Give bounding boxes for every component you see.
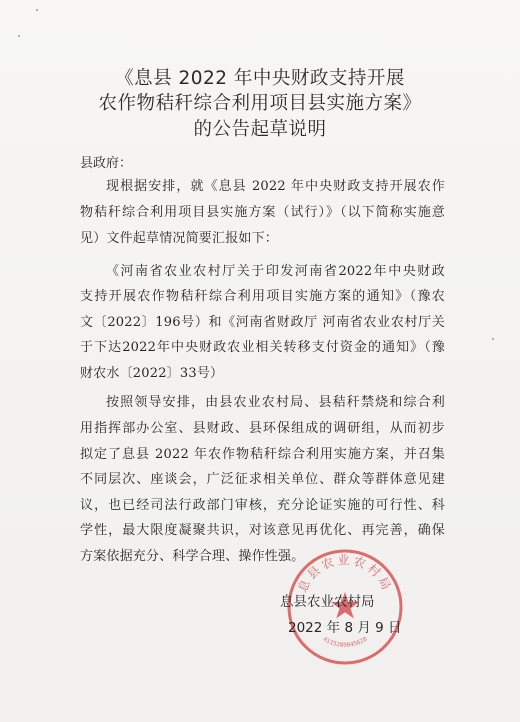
scan-speck	[18, 35, 20, 37]
svg-text:4115280045628	[322, 636, 369, 649]
body-line: 见）文件起草情况简要汇报如下：	[80, 231, 279, 246]
body-line: 按照领导安排，由县农业农村局、县秸秆禁烧和综合利	[106, 395, 445, 410]
body-line: 方案依据充分、科学合理、操作性强。	[80, 549, 305, 564]
body-line: 学性，最大限度凝聚共识，对该意见再优化、再完善，确保	[80, 523, 445, 538]
document-title-line-3: 的公告起草说明	[193, 119, 327, 140]
salutation: 县政府：	[80, 156, 133, 171]
document-title-line-2: 农作物秸秆综合利用项目县实施方案》	[98, 93, 422, 114]
body-line: 《河南省农业农村厅关于印发河南省2022年中央财政	[106, 264, 445, 279]
body-line: 不同层次、座谈会，广泛征求相关单位、群众等群体意见建	[80, 472, 445, 487]
seal-text: 息县农业农村局	[295, 553, 395, 595]
body-line: 物秸秆综合利用项目县实施方案（试行）》（以下简称实施意	[80, 205, 445, 220]
body-line: 现根据安排，就《息县 2022 年中央财政支持开展农作	[106, 179, 445, 194]
body-line: 财农水〔2022〕33号）	[80, 366, 224, 381]
svg-text:息县农业农村局	[295, 553, 395, 595]
signature-date: 2022 年 8 月 9 日	[288, 620, 402, 636]
body-line: 拟定了息县 2022 年农作物秸秆综合利用实施方案，并召集	[80, 447, 445, 462]
seal-code: 4115280045628	[321, 635, 369, 649]
body-line: 文〔2022〕196号）和《河南省财政厅 河南省农业农村厅关	[80, 315, 445, 330]
body-line: 用指挥部办公室、县财政、县环保组成的调研组，从而初步	[80, 421, 445, 436]
body-line: 议，也已经司法行政部门审核，充分论证实施的可行性、科	[80, 498, 445, 513]
body-line: 支持开展农作物秸秆综合利用项目实施方案的通知》（豫农	[80, 289, 445, 304]
document-title-line-1: 《息县 2022 年中央财政支持开展	[115, 68, 405, 89]
scan-speck	[492, 338, 494, 340]
signature-org: 息县农业农村局	[280, 594, 375, 610]
scan-speck	[36, 9, 38, 11]
body-line: 于下达2022年中央财政农业相关转移支付资金的通知》（豫	[80, 340, 445, 355]
